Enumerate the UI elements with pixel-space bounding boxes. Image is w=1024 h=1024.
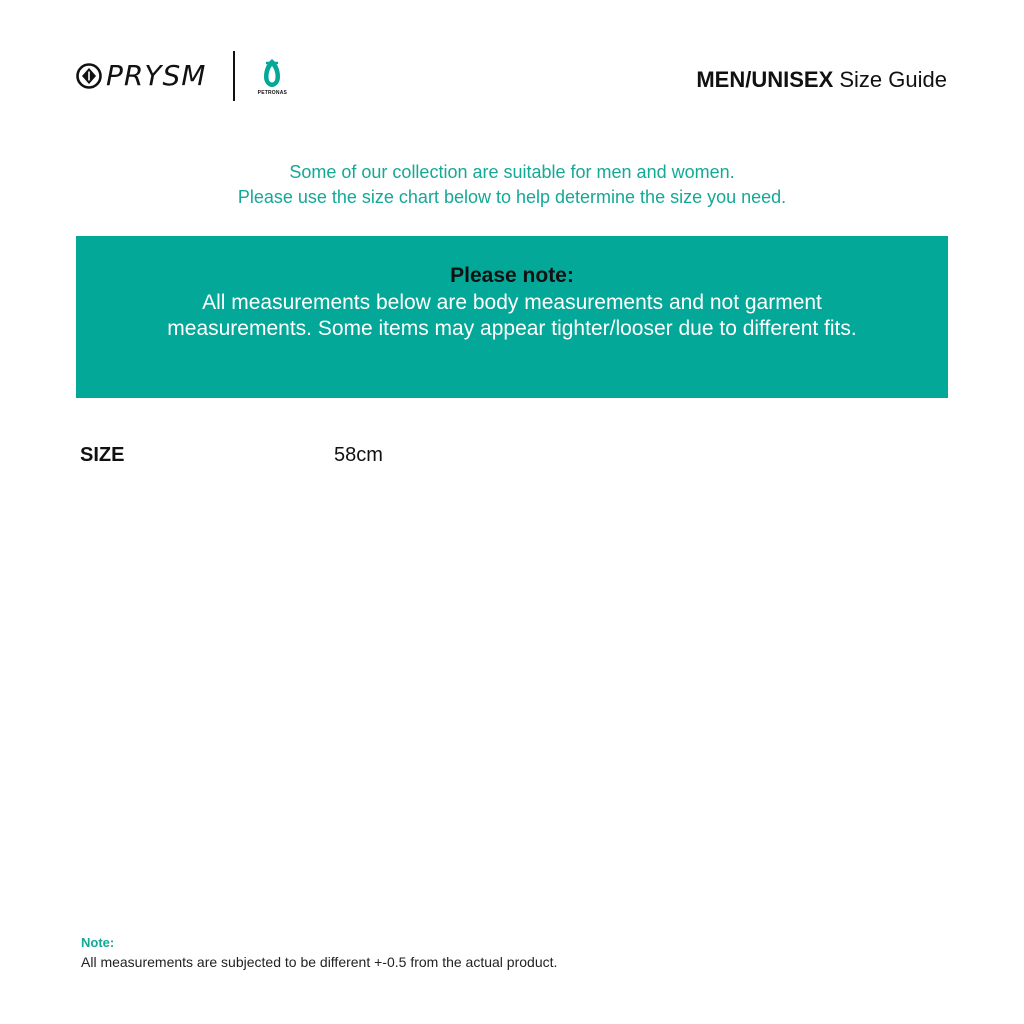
size-table-row bbox=[80, 444, 680, 470]
prysm-logo-icon bbox=[76, 63, 102, 89]
note-banner bbox=[76, 236, 948, 398]
intro-line-1: Some of our collection are suitable for men and women. bbox=[289, 162, 735, 182]
page-title bbox=[696, 66, 947, 94]
footer-note bbox=[81, 934, 941, 972]
page-title-bold: MEN/UNISEX bbox=[696, 67, 834, 92]
intro-line-2: Please use the size chart below to help determine the size you need. bbox=[237, 187, 787, 207]
prysm-wordmark: PRYSM bbox=[106, 59, 207, 92]
brand-divider bbox=[233, 51, 235, 101]
footer-note-label: Note: bbox=[81, 935, 115, 950]
petronas-logo-icon bbox=[261, 57, 283, 89]
intro-text bbox=[0, 160, 1024, 210]
petronas-wordmark: PETRONAS bbox=[257, 89, 288, 96]
brand-lockup bbox=[76, 50, 291, 102]
header bbox=[0, 0, 1024, 120]
petronas-logo bbox=[253, 57, 291, 96]
size-label: SIZE bbox=[80, 444, 125, 466]
size-value: 58cm bbox=[334, 444, 383, 466]
footer-note-text: All measurements are subjected to be different +-0.5 from the actual product. bbox=[81, 954, 558, 970]
note-banner-body: All measurements below are body measurements and not garment measurements. Some items may appear tighter/looser due to different fits. bbox=[167, 291, 857, 340]
note-banner-title: Please note: bbox=[450, 264, 574, 287]
page-title-regular: Size Guide bbox=[839, 67, 947, 92]
